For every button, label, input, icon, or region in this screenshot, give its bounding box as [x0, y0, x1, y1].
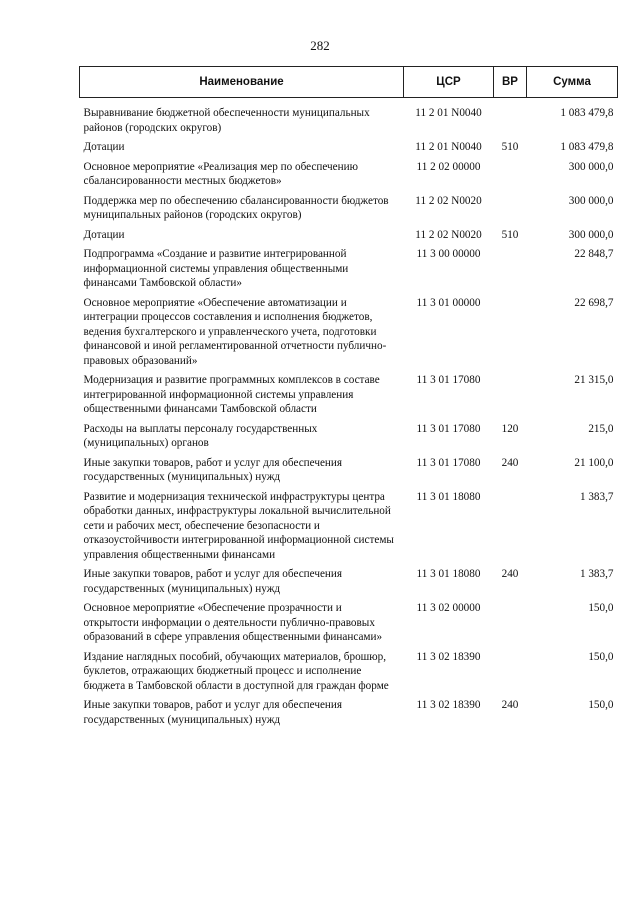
row-csr: 11 3 01 17080 — [416, 422, 481, 435]
row-sum: 1 083 479,8 — [560, 107, 614, 119]
row-sum: 1 383,7 — [579, 568, 614, 580]
row-vr — [494, 192, 527, 226]
header-csr: ЦСР — [404, 67, 494, 98]
row-sum: 1 383,7 — [579, 490, 614, 503]
row-csr: 11 3 00 00000 — [416, 248, 481, 260]
row-vr — [494, 294, 527, 372]
row-name: Основное мероприятие «Обеспечение автоматизации и интеграции процессов составления и исполнения бюджетов, ведения бухгалтерского и управленческого учета, подготовки финансовой и иной регламентированной отчетности публично-правовых образований» — [83, 296, 387, 367]
table-row — [80, 696, 618, 730]
table-header-row — [80, 67, 618, 98]
row-name: Издание наглядных пособий, обучающих материалов, брошюр, буклетов, отражающих бюджетный процесс и исполнение бюджета в Тамбовской области в доступной для граждан форме — [83, 650, 389, 692]
row-sum: 22 698,7 — [574, 296, 614, 309]
row-name: Иные закупки товаров, работ и услуг для обеспечения государственных (муниципальных) нужд — [83, 699, 343, 726]
row-csr: 11 3 02 00000 — [416, 602, 481, 614]
table-row — [80, 158, 618, 192]
header-sum: Сумма — [527, 67, 618, 98]
table-row — [80, 245, 618, 294]
row-vr — [494, 599, 527, 648]
row-vr: 240 — [501, 699, 519, 711]
row-name: Расходы на выплаты персоналу государственных (муниципальных) органов — [83, 422, 318, 449]
row-sum: 215,0 — [588, 422, 614, 435]
row-vr — [494, 488, 527, 566]
row-vr: 240 — [501, 568, 519, 580]
table-row — [80, 420, 618, 454]
row-csr: 11 3 01 17080 — [416, 374, 481, 386]
row-name: Модернизация и развитие программных комплексов в составе интегрированной информационной системы управления общественными финансами Тамбовской области — [83, 374, 380, 415]
row-csr: 11 3 02 18390 — [416, 699, 481, 711]
row-csr: 11 3 02 18390 — [416, 650, 481, 663]
table-row — [80, 454, 618, 488]
row-sum: 1 083 479,8 — [560, 141, 614, 153]
table-row — [80, 565, 618, 599]
table-row — [80, 371, 618, 420]
row-sum: 300 000,0 — [568, 160, 614, 173]
row-vr: 240 — [501, 456, 519, 469]
row-vr: 510 — [501, 141, 519, 153]
row-vr — [494, 104, 527, 138]
row-sum: 150,0 — [588, 602, 614, 614]
row-vr: 120 — [501, 422, 519, 435]
row-name: Основное мероприятие «Реализация мер по обеспечению сбалансированности местных бюджетов» — [83, 160, 358, 187]
table-row — [80, 226, 618, 246]
budget-table — [79, 66, 618, 730]
row-sum: 150,0 — [588, 650, 614, 663]
row-sum: 300 000,0 — [568, 194, 614, 207]
row-name: Дотации — [83, 141, 125, 153]
row-name: Развитие и модернизация технической инфраструктуры центра обработки данных, инфраструктуры локальной вычислительной сети и рабочих мест, обеспечение безопасности и отказоустойчивости интегрированной информационной системы управления общественными финансами — [83, 490, 394, 561]
table-body — [80, 98, 618, 731]
row-vr: 510 — [501, 228, 519, 241]
row-name: Основное мероприятие «Обеспечение прозрачности и открытости информации о деятельности публично-правовых образований в сфере управления общественными финансами» — [83, 602, 383, 643]
table-row — [80, 104, 618, 138]
row-csr: 11 3 01 00000 — [416, 296, 481, 309]
row-vr — [494, 648, 527, 697]
row-vr — [494, 371, 527, 420]
row-csr: 11 3 01 18080 — [416, 490, 481, 503]
table-row — [80, 599, 618, 648]
header-name: Наименование — [80, 67, 404, 98]
row-csr: 11 3 01 17080 — [416, 456, 481, 469]
row-sum: 300 000,0 — [568, 228, 614, 241]
row-csr: 11 2 02 N0020 — [415, 228, 482, 241]
row-name: Иные закупки товаров, работ и услуг для обеспечения государственных (муниципальных) нужд — [83, 568, 343, 595]
row-name: Выравнивание бюджетной обеспеченности муниципальных районов (городских округов) — [83, 107, 370, 134]
row-name: Поддержка мер по обеспечению сбалансированности бюджетов муниципальных районов (городских округов) — [83, 194, 389, 221]
row-vr — [494, 245, 527, 294]
row-vr — [494, 158, 527, 192]
header-vr: ВР — [494, 67, 527, 98]
table-row — [80, 648, 618, 697]
row-csr: 11 2 01 N0040 — [415, 107, 482, 119]
row-sum: 21 315,0 — [574, 374, 614, 386]
table-row — [80, 138, 618, 158]
row-name: Подпрограмма «Создание и развитие интегрированной информационной системы управления общественными финансами Тамбовской области» — [83, 248, 349, 289]
row-name: Дотации — [83, 228, 125, 241]
row-sum: 21 100,0 — [574, 456, 614, 469]
row-csr: 11 2 02 N0020 — [415, 194, 482, 207]
table-row — [80, 192, 618, 226]
page-number: 282 — [310, 38, 330, 53]
row-csr: 11 2 02 00000 — [416, 160, 481, 173]
row-sum: 150,0 — [588, 699, 614, 711]
row-sum: 22 848,7 — [574, 248, 614, 260]
table-row — [80, 488, 618, 566]
row-name: Иные закупки товаров, работ и услуг для обеспечения государственных (муниципальных) нужд — [83, 456, 343, 483]
row-csr: 11 2 01 N0040 — [415, 141, 482, 153]
row-csr: 11 3 01 18080 — [416, 568, 481, 580]
table-row — [80, 294, 618, 372]
